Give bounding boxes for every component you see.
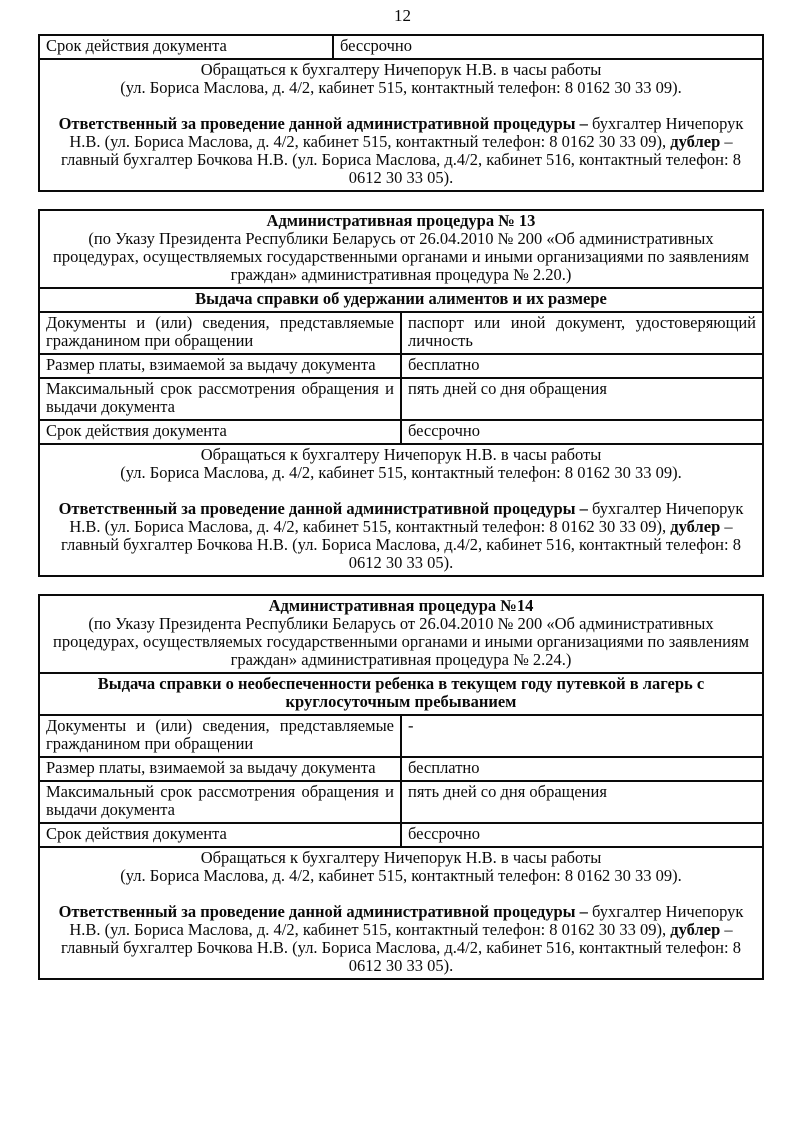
row-value-fee: бесплатно bbox=[401, 354, 763, 378]
table-row bbox=[39, 781, 763, 823]
dubler-label: дублер bbox=[670, 517, 721, 536]
table-row bbox=[39, 420, 763, 444]
responsible-lead: Ответственный за проведение данной административной процедуры – bbox=[58, 902, 588, 921]
procedure-14-title-cell bbox=[39, 595, 763, 673]
row-value-validity: бессрочно bbox=[401, 420, 763, 444]
dubler-label: дублер bbox=[670, 132, 721, 151]
table-row bbox=[39, 673, 763, 715]
table-row bbox=[39, 354, 763, 378]
row-value-fee: бесплатно bbox=[401, 757, 763, 781]
row-label-fee: Размер платы, взимаемой за выдачу документа bbox=[39, 354, 401, 378]
table-row bbox=[39, 715, 763, 757]
responsible-paragraph bbox=[46, 500, 756, 572]
row-label-validity: Срок действия документа bbox=[39, 823, 401, 847]
row-label-documents: Документы и (или) сведения, представляемые гражданином при обращении bbox=[39, 312, 401, 354]
responsible-paragraph bbox=[46, 115, 756, 187]
row-label-documents: Документы и (или) сведения, представляемые гражданином при обращении bbox=[39, 715, 401, 757]
responsible-mid: бухгалтер Ничепорук Н.В. (ул. Бориса Маслова, д. 4/2, кабинет 515, контактный телефон: 8 0162 30 33 09), bbox=[69, 499, 744, 536]
table-row bbox=[39, 444, 763, 576]
row-value-validity: бессрочно bbox=[401, 823, 763, 847]
row-value-max-term: пять дней со дня обращения bbox=[401, 781, 763, 823]
procedure-12-fragment-table bbox=[38, 34, 764, 192]
contact-line-2: (ул. Бориса Маслова, д. 4/2, кабинет 515, контактный телефон: 8 0162 30 33 09). bbox=[120, 866, 682, 885]
table-row bbox=[39, 210, 763, 288]
procedure-14-subject: Выдача справки о необеспеченности ребенка в текущем году путевкой в лагерь с круглосуточным пребыванием bbox=[39, 673, 763, 715]
table-row bbox=[39, 595, 763, 673]
table-row bbox=[39, 59, 763, 191]
responsible-mid: бухгалтер Ничепорук Н.В. (ул. Бориса Маслова, д. 4/2, кабинет 515, контактный телефон: 8 0162 30 33 09), bbox=[69, 902, 744, 939]
contact-line-1: Обращаться к бухгалтеру Ничепорук Н.В. в часы работы bbox=[200, 60, 602, 79]
responsible-lead: Ответственный за проведение данной административной процедуры – bbox=[58, 114, 588, 133]
responsible-paragraph bbox=[46, 903, 756, 975]
responsible-mid: бухгалтер Ничепорук Н.В. (ул. Бориса Маслова, д. 4/2, кабинет 515, контактный телефон: 8 0162 30 33 09), bbox=[69, 114, 744, 151]
row-label-fee: Размер платы, взимаемой за выдачу документа bbox=[39, 757, 401, 781]
table-row bbox=[39, 847, 763, 979]
page-number: 12 bbox=[394, 6, 411, 25]
table-row bbox=[39, 312, 763, 354]
procedure-13-title: Административная процедура № 13 bbox=[266, 211, 536, 230]
procedure-13-subtitle: (по Указу Президента Республики Беларусь от 26.04.2010 № 200 «Об административных процедурах, осуществляемых государственными органами и иными организациями по заявлениям граждан» административная процедура № 2.20.) bbox=[52, 229, 750, 284]
table-row bbox=[39, 35, 763, 59]
responsible-tail: – главный бухгалтер Бочкова Н.В. (ул. Бориса Маслова, д.4/2, кабинет 516, контактный телефон: 8 0612 30 33 05). bbox=[61, 517, 741, 572]
row-value-max-term: пять дней со дня обращения bbox=[401, 378, 763, 420]
table-row bbox=[39, 288, 763, 312]
procedure-14-table bbox=[38, 594, 764, 980]
row-value-documents: - bbox=[401, 715, 763, 757]
row-value-documents: паспорт или иной документ, удостоверяющий личность bbox=[401, 312, 763, 354]
row-label-max-term: Максимальный срок рассмотрения обращения и выдачи документа bbox=[39, 378, 401, 420]
table-row bbox=[39, 378, 763, 420]
row-label-validity: Срок действия документа bbox=[39, 420, 401, 444]
row-label-validity: Срок действия документа bbox=[39, 35, 333, 59]
row-label-max-term: Максимальный срок рассмотрения обращения и выдачи документа bbox=[39, 781, 401, 823]
dubler-label: дублер bbox=[670, 920, 721, 939]
contact-cell bbox=[39, 59, 763, 191]
procedure-14-title: Административная процедура №14 bbox=[268, 596, 534, 615]
responsible-tail: – главный бухгалтер Бочкова Н.В. (ул. Бориса Маслова, д.4/2, кабинет 516, контактный телефон: 8 0612 30 33 05). bbox=[61, 920, 741, 975]
responsible-lead: Ответственный за проведение данной административной процедуры – bbox=[58, 499, 588, 518]
contact-cell bbox=[39, 444, 763, 576]
contact-line-1: Обращаться к бухгалтеру Ничепорук Н.В. в часы работы bbox=[200, 445, 602, 464]
responsible-tail: – главный бухгалтер Бочкова Н.В. (ул. Бориса Маслова, д.4/2, кабинет 516, контактный телефон: 8 0612 30 33 05). bbox=[61, 132, 741, 187]
row-value-validity: бессрочно bbox=[333, 35, 763, 59]
contact-line-1: Обращаться к бухгалтеру Ничепорук Н.В. в часы работы bbox=[200, 848, 602, 867]
procedure-14-subtitle: (по Указу Президента Республики Беларусь от 26.04.2010 № 200 «Об административных процедурах, осуществляемых государственными органами и иными организациями по заявлениям граждан» административная процедура № 2.24.) bbox=[52, 614, 750, 669]
table-row bbox=[39, 757, 763, 781]
procedure-13-table bbox=[38, 209, 764, 577]
procedure-13-title-cell bbox=[39, 210, 763, 288]
table-row bbox=[39, 823, 763, 847]
contact-cell bbox=[39, 847, 763, 979]
contact-line-2: (ул. Бориса Маслова, д. 4/2, кабинет 515, контактный телефон: 8 0162 30 33 09). bbox=[120, 78, 682, 97]
procedure-13-subject: Выдача справки об удержании алиментов и их размере bbox=[39, 288, 763, 312]
contact-line-2: (ул. Бориса Маслова, д. 4/2, кабинет 515, контактный телефон: 8 0162 30 33 09). bbox=[120, 463, 682, 482]
